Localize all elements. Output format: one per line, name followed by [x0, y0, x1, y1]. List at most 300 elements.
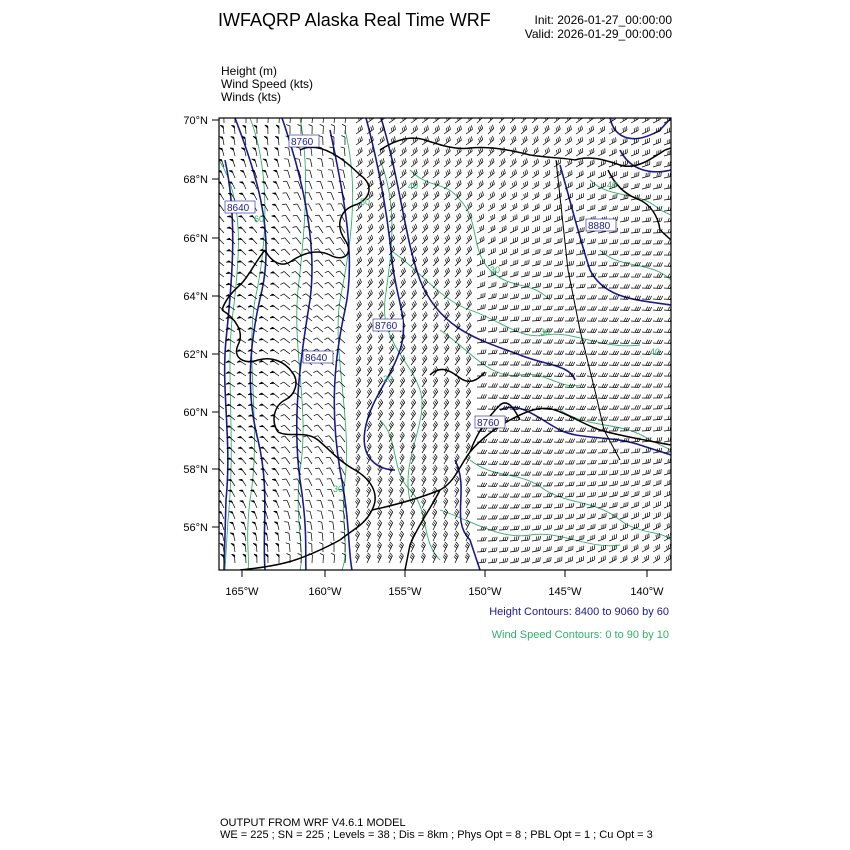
wind-barb-feather [433, 402, 435, 405]
wind-barb-feather [650, 480, 651, 484]
wind-barb-feather [380, 410, 382, 413]
wind-barb-feather [672, 340, 674, 344]
wind-barb-pennant [271, 447, 275, 449]
wind-barb-feather [518, 450, 520, 454]
wind-barb-feather [455, 479, 458, 482]
wind-barb-feather [485, 395, 487, 399]
wind-barb-feather [483, 483, 485, 487]
wind-barb-feather [529, 472, 531, 476]
wind-barb-pennant [238, 216, 242, 218]
wind-barb-feather [648, 459, 649, 463]
wind-barb-feather [515, 158, 516, 162]
wind-barb-feather [593, 137, 594, 141]
wind-barb-pennant [259, 305, 263, 307]
wind-barb-feather [361, 169, 362, 173]
wind-barb [328, 327, 334, 332]
wind-barb-feather [325, 260, 329, 261]
wind-barb-feather [659, 362, 661, 366]
wind-barb-feather [659, 218, 660, 222]
wind-barb-feather [446, 410, 448, 413]
wind-barb-feather [623, 128, 624, 132]
wind-barb-feather [573, 329, 575, 333]
wind-barb-feather [368, 282, 370, 286]
wind-barb-feather [380, 194, 381, 198]
wind-barb-feather [423, 304, 425, 308]
wind-barb-feather [569, 428, 571, 432]
wind-barb-feather [460, 158, 461, 162]
wind-barb-feather [358, 324, 360, 328]
wind-barb-feather [595, 239, 596, 243]
wind-barb-feather [672, 426, 673, 430]
wind-barb [317, 371, 323, 376]
valid-time: Valid: 2026-01-29_00:00:00 [524, 27, 672, 41]
wind-barb-feather [661, 458, 662, 462]
wind-barb-feather [389, 413, 391, 416]
wind-barb-feather [560, 284, 561, 288]
wind-barb-feather [359, 399, 361, 402]
wind-barb-feather [661, 362, 663, 366]
wind-barb [444, 337, 449, 343]
wind-barb-feather [446, 216, 448, 220]
wind-barb-feather [606, 449, 607, 453]
wind-barb-feather [436, 236, 438, 240]
wind-barb-feather [503, 339, 504, 343]
wind-barb [444, 348, 449, 354]
wind-barb-feather [602, 492, 603, 496]
wind-barb-feather [391, 139, 392, 143]
wind-barb-feather [492, 406, 494, 410]
wind-barb-feather [382, 160, 383, 164]
wind-barb-feather [570, 171, 571, 175]
wind-barb-pennant [259, 393, 263, 395]
wind-barb-feather [357, 282, 359, 286]
wind-barb-feather [668, 184, 669, 188]
wind-barb-feather [659, 296, 661, 300]
wind-barb [587, 130, 594, 134]
wind-barb-feather [469, 355, 471, 358]
wind-barb-feather [527, 406, 529, 410]
wind-barb-feather [628, 384, 630, 388]
wind-barb-feather [286, 125, 290, 126]
wind-barb-feather [490, 150, 491, 154]
wind-barb-feather [505, 428, 507, 432]
wind-barb-feather [447, 269, 449, 273]
wind-barb-feather [448, 257, 450, 261]
wind-barb-feather [595, 250, 596, 254]
wind-barb-feather [582, 449, 583, 453]
wind-barb-feather [434, 315, 436, 319]
wind-barb [285, 238, 290, 244]
wind-barb-feather [383, 213, 385, 217]
wind-barb-feather [661, 274, 663, 278]
wind-barb-feather [415, 290, 417, 294]
wind-barb-feather [370, 225, 372, 229]
wind-barb-feather [380, 476, 383, 479]
wind-barb-feather [562, 417, 564, 421]
wind-barb-feather [547, 317, 548, 321]
wind-barb [311, 148, 312, 156]
wind-barb-feather [514, 483, 516, 487]
wind-barb-feather [595, 329, 597, 333]
wind-barb-feather [379, 478, 382, 481]
wind-barb-feather [496, 494, 498, 498]
wind-barb-feather [571, 428, 573, 432]
wind-barb-feather [356, 500, 359, 503]
wind-barb-feather [466, 479, 469, 482]
wind-barb-feather [445, 304, 447, 308]
wind-barb-feather [637, 273, 639, 277]
wind-barb-feather [414, 366, 416, 369]
wind-barb-feather [624, 206, 625, 210]
wind-barb-feather [525, 482, 527, 486]
wind-barb-feather [332, 113, 336, 115]
wind-barb-feather [573, 428, 575, 432]
wind-barb-feather [613, 284, 614, 288]
wind-barb-feather [468, 443, 470, 446]
wind-barb-feather [446, 128, 447, 132]
wind-barb-feather [661, 184, 662, 188]
wind-barb-feather [646, 449, 647, 453]
wind-barb [378, 129, 385, 134]
wind-barb-feather [424, 335, 426, 339]
wind-barb-feather [379, 456, 381, 459]
wind-barb-feather [615, 470, 616, 474]
wind-barb-feather [617, 427, 618, 431]
wind-barb-feather [584, 395, 586, 399]
wind-barb-feather [423, 293, 425, 297]
wind-barb-feather [314, 414, 318, 416]
wind-barb-feather [562, 317, 563, 321]
wind-barb-feather [400, 468, 403, 471]
wind-barb [466, 162, 472, 167]
wind-barb-feather [436, 344, 438, 348]
wind-barb-pennant [264, 136, 267, 139]
wind-barb-feather [423, 336, 425, 340]
wind-barb-feather [336, 305, 340, 307]
wind-barb-feather [659, 329, 661, 333]
wind-barb-feather [411, 479, 414, 482]
wind-barb-feather [391, 454, 393, 457]
wind-barb-feather [401, 487, 404, 490]
wind-barb-feather [457, 432, 459, 435]
wind-barb [318, 238, 323, 244]
wind-barb-feather [367, 468, 370, 471]
wind-barb-feather [436, 399, 438, 402]
wind-barb-feather [582, 417, 584, 421]
wind-barb [320, 193, 323, 200]
wind-barb-feather [492, 350, 493, 354]
wind-barb-feather [357, 238, 359, 242]
wind-barb-feather [427, 169, 428, 173]
wind-barb-feather [371, 279, 373, 283]
wind-barb-feather [580, 395, 582, 399]
wind-barb-feather [389, 457, 391, 460]
wind-barb-feather [646, 296, 648, 300]
wind-barb-feather [593, 250, 594, 254]
wind-barb [356, 271, 362, 277]
wind-barb-feather [425, 225, 427, 229]
wind-barb-feather [584, 471, 585, 475]
wind-barb-feather [626, 318, 628, 322]
wind-barb-feather [604, 340, 606, 344]
wind-barb [444, 184, 450, 189]
wind-barb-feather [538, 261, 539, 265]
wind-barb-feather [505, 294, 506, 298]
wind-barb-feather [471, 136, 472, 140]
wind-barb-pennant [248, 393, 252, 395]
wind-barb-feather [378, 413, 380, 416]
wind-barb-feather [626, 362, 628, 366]
wind-barb-feather [357, 315, 359, 319]
wind-barb-feather [479, 205, 480, 209]
wind-barb-feather [315, 226, 319, 227]
wind-barb-feather [595, 351, 597, 355]
wind-barb-feather [547, 471, 549, 475]
wind-barb-feather [402, 421, 404, 424]
wind-barb-feather [446, 139, 447, 143]
wind-barb [285, 458, 290, 465]
wind-barb-feather [615, 351, 617, 355]
wind-barb-feather [639, 329, 641, 333]
wind-barb-feather [637, 296, 639, 300]
wind-barb-feather [626, 384, 628, 388]
wind-barb-feather [358, 216, 360, 220]
wind-barb-feather [448, 160, 449, 164]
wind-barb-feather [378, 435, 380, 438]
wind-barb-feather [526, 125, 527, 129]
wind-barb-feather [370, 312, 372, 316]
wind-barb-feather [551, 439, 553, 443]
wind-barb-feather [628, 351, 630, 355]
wind-barb-feather [494, 214, 495, 218]
wind-barb-pennant [250, 193, 254, 195]
wind-barb-feather [615, 206, 616, 210]
wind-barb-feather [657, 329, 659, 333]
wind-barb-feather [292, 238, 296, 239]
wind-barb-feather [503, 384, 505, 388]
wind-barb-feather [512, 139, 513, 143]
wind-barb-pennant [215, 361, 219, 363]
wind-barb-pennant [215, 339, 219, 341]
wind-barb-feather [516, 450, 518, 454]
wind-barb-feather [381, 214, 383, 218]
wind-barb-feather [358, 454, 360, 457]
wind-barb-feather [458, 322, 460, 326]
wind-barb-feather [540, 339, 541, 343]
wind-barb-feather [615, 262, 616, 266]
wind-barb-pennant [228, 479, 232, 481]
wind-barb-feather [412, 282, 414, 286]
wind-barb [296, 238, 301, 244]
wind-barb-feather [602, 406, 604, 410]
wind-barb-feather [557, 183, 558, 187]
wind-barb [411, 129, 418, 134]
wind-barb-feather [434, 271, 436, 275]
wind-barb-feather [492, 461, 494, 465]
wind-barb [343, 181, 345, 189]
wind-barb-feather [525, 472, 527, 476]
wind-barb-feather [425, 377, 427, 380]
wind-barb-feather [435, 357, 437, 360]
wind-barb-feather [551, 417, 553, 421]
wind-barb-feather [303, 294, 307, 296]
wind-barb-feather [483, 214, 484, 218]
wind-barb-feather [357, 456, 359, 459]
wind-barb-feather [422, 468, 425, 471]
wind-barb-feather [650, 340, 652, 344]
wind-barb-feather [549, 450, 551, 454]
wind-barb-feather [505, 305, 506, 309]
wind-barb [422, 228, 428, 233]
wind-barb-feather [411, 380, 413, 383]
wind-barb-feather [529, 362, 531, 366]
wind-barb-feather [400, 490, 403, 493]
wind-barb-feather [491, 227, 492, 231]
wind-barb-feather [494, 494, 496, 498]
wind-barb-pennant [273, 490, 277, 492]
wind-barb-feather [529, 271, 530, 275]
wind-barb-feather [402, 443, 404, 446]
wind-barb-feather [457, 476, 460, 479]
wind-barb-feather [657, 438, 658, 442]
wind-barb-feather [383, 136, 384, 140]
wind-barb-feather [413, 476, 416, 479]
wind-barb-feather [591, 351, 593, 355]
wind-barb-feather [357, 304, 359, 308]
wind-barb-feather [580, 438, 582, 442]
wind-barb-feather [524, 126, 525, 130]
wind-barb-feather [571, 329, 573, 333]
wind-barb-feather [369, 324, 371, 328]
wind-barb-feather [402, 227, 403, 231]
wind-barb-feather [525, 295, 526, 299]
wind-barb-feather [617, 273, 618, 277]
wind-barb-feather [562, 406, 564, 410]
wind-barb-feather [518, 350, 519, 354]
wind-barb-feather [536, 295, 537, 299]
wind-barb-feather [659, 459, 660, 463]
wind-barb-feather [490, 183, 491, 187]
wind-barb [488, 162, 494, 167]
wind-barb-feather [635, 384, 637, 388]
wind-barb-feather [547, 171, 548, 175]
wind-barb-feather [529, 395, 531, 399]
wind-barb-feather [492, 136, 494, 140]
wind-barb [532, 129, 538, 134]
wind-barb-feather [661, 285, 663, 289]
wind-barb-feather [324, 338, 328, 340]
wind-barb-feather [560, 362, 562, 366]
wind-barb-feather [485, 350, 486, 354]
wind-barb-feather [613, 240, 614, 244]
wind-barb-feather [293, 215, 297, 216]
wind-barb-feather [466, 468, 469, 471]
wind-barb-feather [551, 428, 553, 432]
wind-barb-feather [569, 340, 571, 344]
wind-barb-feather [438, 169, 439, 173]
wind-barb-feather [573, 471, 574, 475]
wind-barb-feather [546, 183, 547, 187]
wind-barb-feather [513, 137, 514, 141]
wind-barb [356, 184, 362, 189]
wind-barb-pennant [248, 372, 252, 374]
wind-barb-feather [426, 268, 428, 272]
wind-barb-feather [525, 317, 526, 321]
wind-barb-feather [444, 489, 447, 492]
wind-barb-feather [424, 324, 426, 328]
wind-barb-pennant [273, 170, 277, 172]
wind-barb-feather [672, 285, 674, 289]
wind-barb [356, 129, 363, 134]
wind-barb-feather [646, 273, 648, 277]
wind-barb-feather [512, 128, 514, 132]
wind-barb-feather [571, 471, 572, 475]
wind-barb-feather [401, 498, 404, 501]
wind-barb-feather [536, 461, 538, 465]
wind-barb-feather [548, 114, 549, 118]
wind-barb-feather [672, 240, 673, 244]
wind-barb-feather [456, 282, 458, 286]
wind-barb-feather [635, 470, 636, 474]
wind-barb-feather [400, 457, 402, 460]
wind-barb-feather [444, 424, 446, 427]
wind-barb-feather [367, 500, 370, 503]
wind-barb [455, 370, 460, 376]
wind-barb-feather [637, 217, 638, 221]
wind-barb-feather [457, 172, 458, 176]
wind-barb [318, 447, 323, 454]
wind-barb-feather [401, 445, 403, 448]
wind-barb [433, 228, 439, 233]
wind-barb-feather [540, 351, 542, 355]
wind-barb-feather [571, 272, 572, 276]
wind-barb-pennant [215, 328, 219, 330]
wind-barb-feather [639, 206, 640, 210]
wind-barb-feather [650, 416, 651, 420]
wind-barb-feather [551, 294, 552, 298]
wind-barb-feather [459, 268, 461, 272]
wind-barb-feather [639, 470, 640, 474]
wind-barb-feather [527, 450, 529, 454]
wind-barb-feather [617, 296, 619, 300]
wind-barb-feather [591, 406, 593, 410]
wind-barb-feather [426, 160, 427, 164]
wind-barb-feather [460, 169, 461, 173]
wind-barb-feather [422, 479, 425, 482]
wind-barb-feather [483, 395, 485, 399]
wind-barb-feather [280, 349, 283, 351]
wind-barb-feather [526, 204, 527, 208]
wind-barb-feather [459, 279, 461, 283]
wind-barb-feather [434, 293, 436, 297]
wind-barb-feather [624, 251, 625, 255]
wind-barb-feather [617, 449, 618, 453]
wind-barb-feather [402, 216, 404, 220]
wind-barb-feather [617, 340, 619, 344]
wind-barb-feather [560, 439, 562, 443]
wind-barb-feather [604, 318, 606, 322]
wind-barb-feather [582, 148, 583, 152]
wind-barb [466, 184, 472, 189]
wind-barb-feather [639, 373, 641, 377]
wind-barb-feather [293, 227, 297, 228]
wind-barb-feather [593, 395, 595, 399]
wind-barb-feather [446, 205, 447, 209]
wind-barb-pennant [237, 404, 241, 406]
wind-barb-feather [379, 293, 381, 297]
wind-barb-feather [646, 251, 647, 255]
wind-barb-feather [413, 194, 414, 198]
